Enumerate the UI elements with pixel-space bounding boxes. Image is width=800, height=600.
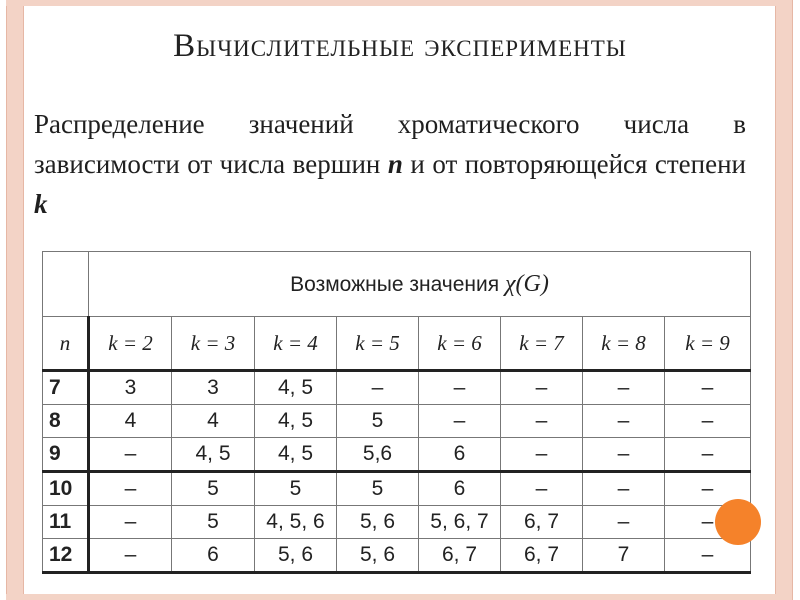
table-cell: –	[665, 506, 751, 539]
header-possible-values	[89, 252, 751, 317]
table-cell: 5, 6	[255, 539, 337, 573]
table-cell: 6, 7	[419, 539, 501, 573]
header-empty-cell	[43, 252, 89, 317]
chromatic-values-table	[42, 251, 751, 574]
description-part-1: Распределение значений хроматического числа в зависимости от числа вершин	[34, 109, 746, 179]
table-cell: 4	[89, 405, 172, 438]
frame-top-border	[6, 0, 792, 6]
table-cell: 5	[172, 506, 255, 539]
table-cell: 3	[89, 371, 172, 405]
table-cell: 5, 6, 7	[419, 506, 501, 539]
table-row	[43, 438, 751, 472]
k-label-cell: k = 7	[501, 317, 583, 371]
frame-right-border	[775, 0, 793, 600]
table-row	[43, 506, 751, 539]
k-label-cell: k = 2	[89, 317, 172, 371]
table-cell: –	[583, 506, 665, 539]
k-label-cell: k = 5	[337, 317, 419, 371]
table-cell: –	[665, 371, 751, 405]
table-cell: –	[89, 438, 172, 472]
table-cell: 3	[172, 371, 255, 405]
table-cell: –	[501, 405, 583, 438]
table-cell: 5	[337, 472, 419, 506]
table-cell: –	[419, 405, 501, 438]
slide-description	[34, 104, 746, 224]
description-n-symbol: n	[387, 149, 403, 179]
k-label-cell: k = 9	[665, 317, 751, 371]
table-row	[43, 539, 751, 573]
table-row	[43, 371, 751, 405]
table-cell: 4, 5	[255, 438, 337, 472]
table-header-row	[43, 252, 751, 317]
table-cell: –	[501, 371, 583, 405]
table-cell: –	[665, 539, 751, 573]
frame-bottom-border	[6, 594, 792, 600]
table-cell: 4, 5	[255, 371, 337, 405]
table-cell: 5,6	[337, 438, 419, 472]
frame-left-border	[6, 0, 24, 600]
table-cell: –	[89, 472, 172, 506]
table-cell: –	[501, 438, 583, 472]
table-row	[43, 405, 751, 438]
table-cell: 5, 6	[337, 539, 419, 573]
table-row	[43, 472, 751, 506]
row-n-value: 11	[43, 506, 89, 539]
table-cell: 5	[255, 472, 337, 506]
table-cell: –	[89, 506, 172, 539]
table-cell: –	[501, 472, 583, 506]
table-cell: 6	[419, 438, 501, 472]
table-cell: –	[583, 371, 665, 405]
row-n-value: 12	[43, 539, 89, 573]
table-cell: 4	[172, 405, 255, 438]
table-body	[43, 371, 751, 573]
chi-g-symbol: χ(G)	[504, 270, 549, 297]
table-cell: 5, 6	[337, 506, 419, 539]
table-cell: –	[665, 405, 751, 438]
table-cell: –	[89, 539, 172, 573]
row-n-value: 7	[43, 371, 89, 405]
table-cell: 6, 7	[501, 539, 583, 573]
row-n-value: 9	[43, 438, 89, 472]
k-label-cell: k = 6	[419, 317, 501, 371]
table-cell: 6	[172, 539, 255, 573]
description-k-symbol: k	[34, 189, 48, 219]
header-label: Возможные значения	[290, 272, 500, 296]
table-cell: –	[583, 438, 665, 472]
table-cell: 5	[337, 405, 419, 438]
table-cell: –	[583, 405, 665, 438]
description-part-2: и от повторяющейся степени	[402, 149, 746, 179]
n-column-label: n	[43, 317, 89, 371]
table-cell: 4, 5, 6	[255, 506, 337, 539]
table-cell: –	[337, 371, 419, 405]
table-cell: 7	[583, 539, 665, 573]
slide-title: Вычислительные эксперименты	[173, 28, 627, 64]
k-label-cell: k = 4	[255, 317, 337, 371]
row-n-value: 8	[43, 405, 89, 438]
table-cell: –	[419, 371, 501, 405]
accent-circle	[715, 499, 761, 545]
table-cell: 4, 5	[172, 438, 255, 472]
table-cell: 5	[172, 472, 255, 506]
k-label-cell: k = 8	[583, 317, 665, 371]
table-cell: 6	[419, 472, 501, 506]
table-k-row	[43, 317, 751, 371]
k-label-cell: k = 3	[172, 317, 255, 371]
table-cell: 6, 7	[501, 506, 583, 539]
table-cell: –	[665, 472, 751, 506]
table-cell: –	[583, 472, 665, 506]
table-cell: –	[665, 438, 751, 472]
table-cell: 4, 5	[255, 405, 337, 438]
row-n-value: 10	[43, 472, 89, 506]
